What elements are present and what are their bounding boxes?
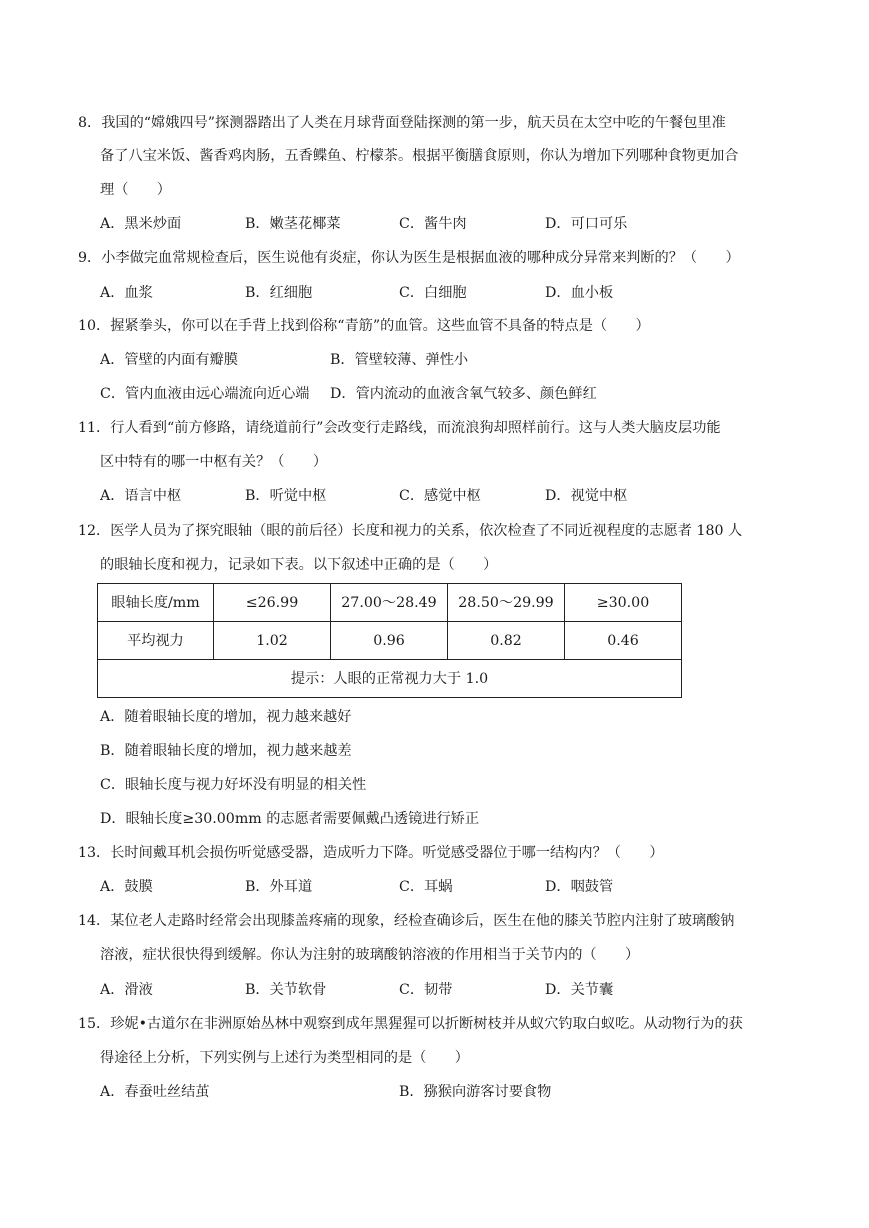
table-cell: 0.46 bbox=[565, 622, 682, 660]
eye-axis-table bbox=[97, 583, 682, 698]
table-header-cell: ≤26.99 bbox=[214, 584, 331, 622]
table-header-row bbox=[98, 584, 682, 622]
question-14-option-d[interactable]: D．关节囊 bbox=[545, 982, 614, 998]
question-15-option-b[interactable]: B．猕猴向游客讨要食物 bbox=[399, 1084, 552, 1100]
table-header-cell: ≥30.00 bbox=[565, 584, 682, 622]
table-row bbox=[98, 622, 682, 660]
question-13-option-c[interactable]: C．耳蜗 bbox=[399, 879, 453, 895]
question-12-line-1: 12．医学人员为了探究眼轴（眼的前后径）长度和视力的关系，依次检查了不同近视程度的志愿者 180 人 bbox=[78, 523, 743, 539]
question-11-option-a[interactable]: A．语言中枢 bbox=[100, 488, 182, 504]
question-10-line-1: 10．握紧拳头，你可以在手背上找到俗称“青筋”的血管。这些血管不具备的特点是（ ） bbox=[78, 318, 650, 334]
question-8-option-c[interactable]: C．酱牛肉 bbox=[399, 216, 467, 232]
question-11-option-b[interactable]: B．听觉中枢 bbox=[245, 488, 327, 504]
question-13-option-a[interactable]: A．鼓膜 bbox=[100, 879, 153, 895]
question-11-line-1: 11．行人看到“前方修路，请绕道前行”会改变行走路线，而流浪狗却照样前行。这与人类大脑皮层功能 bbox=[78, 420, 721, 436]
table-cell: 0.82 bbox=[448, 622, 565, 660]
question-10-option-d[interactable]: D．管内流动的血液含氧气较多、颜色鲜红 bbox=[330, 386, 597, 402]
question-9-option-b[interactable]: B．红细胞 bbox=[245, 285, 313, 301]
question-9-option-a[interactable]: A．血浆 bbox=[100, 285, 153, 301]
question-9-option-d[interactable]: D．血小板 bbox=[545, 285, 614, 301]
question-8-option-d[interactable]: D．可口可乐 bbox=[545, 216, 628, 232]
question-8-option-a[interactable]: A．黑米炒面 bbox=[100, 216, 182, 232]
question-12-option-c[interactable]: C．眼轴长度与视力好坏没有明显的相关性 bbox=[100, 777, 367, 793]
question-8-line-2: 备了八宝米饭、酱香鸡肉肠，五香鲽鱼、柠檬茶。根据平衡膳食原则，你认为增加下列哪种食物更加合 bbox=[100, 148, 739, 164]
question-14-line-2: 溶液，症状很快得到缓解。你认为注射的玻璃酸钠溶液的作用相当于关节内的（ ） bbox=[100, 947, 640, 963]
question-8-option-b[interactable]: B．嫩茎花椰菜 bbox=[245, 216, 341, 232]
question-15-option-a[interactable]: A．春蚕吐丝结茧 bbox=[100, 1084, 210, 1100]
table-cell: 平均视力 bbox=[98, 622, 214, 660]
question-13-option-d[interactable]: D．咽鼓管 bbox=[545, 879, 614, 895]
question-14-line-1: 14．某位老人走路时经常会出现膝盖疼痛的现象，经检查确诊后，医生在他的膝关节腔内注射了玻璃酸钠 bbox=[78, 913, 735, 929]
question-12-option-b[interactable]: B．随着眼轴长度的增加，视力越来越差 bbox=[100, 743, 352, 759]
question-14-option-a[interactable]: A．滑液 bbox=[100, 982, 153, 998]
question-10-option-c[interactable]: C．管内血液由远心端流向近心端 bbox=[100, 386, 310, 402]
question-11-option-c[interactable]: C．感觉中枢 bbox=[399, 488, 481, 504]
question-8-line-3: 理（ ） bbox=[100, 182, 171, 198]
question-15-line-2: 得途径上分析，下列实例与上述行为类型相同的是（ ） bbox=[100, 1050, 469, 1066]
question-14-option-c[interactable]: C．韧带 bbox=[399, 982, 453, 998]
question-11-line-2: 区中特有的哪一中枢有关？（ ） bbox=[100, 454, 328, 470]
table-note: 提示：人眼的正常视力大于 1.0 bbox=[98, 660, 682, 698]
question-14-option-b[interactable]: B．关节软骨 bbox=[245, 982, 327, 998]
question-12-option-d[interactable]: D．眼轴长度≥30.00mm 的志愿者需要佩戴凸透镜进行矫正 bbox=[100, 811, 480, 827]
table-header-cell: 28.50～29.99 bbox=[448, 584, 565, 622]
question-13-option-b[interactable]: B．外耳道 bbox=[245, 879, 313, 895]
question-9-option-c[interactable]: C．白细胞 bbox=[399, 285, 467, 301]
question-9-line-1: 9．小李做完血常规检查后，医生说他有炎症，你认为医生是根据血液的哪种成分异常来判断的？（ ） bbox=[78, 250, 740, 266]
question-12-line-2: 的眼轴长度和视力，记录如下表。以下叙述中正确的是（ ） bbox=[100, 557, 498, 573]
table-header-cell: 眼轴长度/mm bbox=[98, 584, 214, 622]
question-10-option-b[interactable]: B．管壁较薄、弹性小 bbox=[330, 352, 469, 368]
question-12-option-a[interactable]: A．随着眼轴长度的增加，视力越来越好 bbox=[100, 709, 352, 725]
table-cell: 0.96 bbox=[331, 622, 448, 660]
table-cell: 1.02 bbox=[214, 622, 331, 660]
question-8-line-1: 8．我国的“嫦娥四号”探测器踏出了人类在月球背面登陆探测的第一步，航天员在太空中吃的午餐包里准 bbox=[78, 115, 726, 131]
question-13-line-1: 13．长时间戴耳机会损伤听觉感受器，造成听力下降。听觉感受器位于哪一结构内？（ ） bbox=[78, 845, 664, 861]
table-note-row bbox=[98, 660, 682, 698]
question-11-option-d[interactable]: D．视觉中枢 bbox=[545, 488, 628, 504]
question-15-line-1: 15．珍妮•古道尔在非洲原始丛林中观察到成年黑猩猩可以折断树枝并从蚁穴钓取白蚁吃。从动物行为的获 bbox=[78, 1016, 743, 1032]
question-10-option-a[interactable]: A．管壁的内面有瓣膜 bbox=[100, 352, 238, 368]
table-header-cell: 27.00～28.49 bbox=[331, 584, 448, 622]
